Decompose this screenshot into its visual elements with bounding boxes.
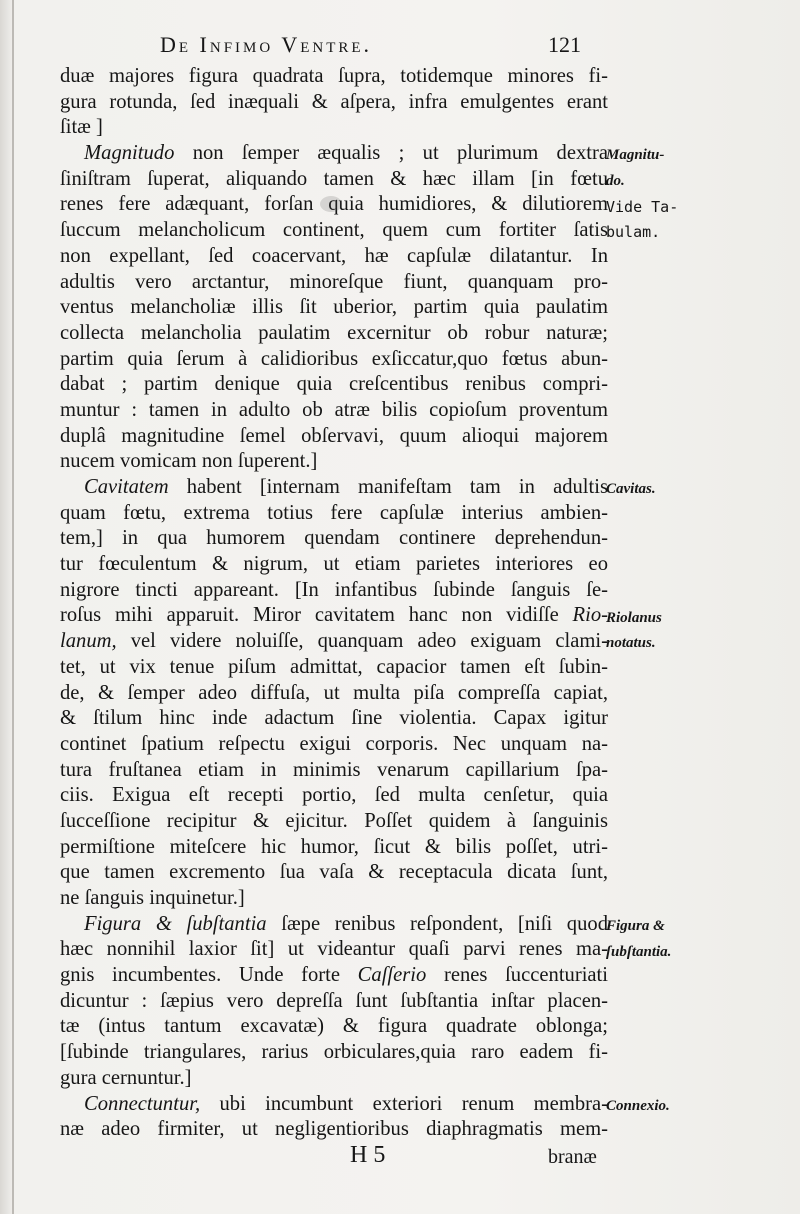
text-line: tura fruſtanea etiam in minimis venarum capillarium ſpa- [60,758,608,781]
text-line: gnis incumbentes. Unde forte Caſſerio renes ſuccenturiati [60,964,609,987]
text-line: non expellant, ſed coacervant, hæ capſulæ dilatantur. In [60,244,608,267]
running-head: De Infimo Ventre. [160,32,373,57]
text-line: næ adeo firmiter, ut negligentioribus diaphragmatis mem- [60,1118,608,1141]
text-line: Magnitudo non ſemper æqualis ; ut plurimum dextra [84,142,608,165]
text-line: Connectuntur, ubi incumbunt exteriori renum membra- [84,1092,608,1115]
margin-note: notatus. [606,635,656,652]
text-line: ſiniſtram ſuperat, aliquando tamen & hæc illam [in fœtu [60,167,608,190]
text-line: duplâ magnitudine ſemel obſervavi, quum alioqui majorem [60,424,608,447]
text-line: que tamen excremento ſua vaſa & receptacula dicata ſunt, [60,861,608,884]
text-line: ventus melancholiæ illis ſit uberior, partim quia paulatim [60,296,608,319]
text-line: dicuntur : ſæpius vero depreſſa ſunt ſubſtantia inſtar placen- [60,989,608,1012]
text-line: tur fœculentum & nigrum, ut etiam parietes interiores eo [60,553,608,576]
text-line: collecta melancholia paulatim excernitur ob robur naturæ; [60,321,608,344]
text-line: ſitæ ] [60,116,103,139]
text-line: gura rotunda, ſed inæquali & aſpera, infra emulgentes erant [60,90,608,113]
margin-note: ſubſtantia. [606,943,672,960]
text-line: de, & ſemper adeo diffuſa, ut multa piſa compreſſa capiat, [60,681,608,704]
text-line: hæc nonnihil laxior ſit] ut videantur quaſi parvi renes ma- [60,938,608,961]
text-line: lanum, vel videre noluiſſe, quanquam adeo exiguam clami- [60,630,608,653]
text-line: ſucceſſione recipitur & ejicitur. Poſſet quidem à ſanguinis [60,809,608,832]
text-line: permiſtione miteſcere hic humor, ſicut & bilis poſſet, utri- [60,835,608,858]
margin-note: Connexio. [606,1098,670,1114]
text-line: Cavitatem habent [internam manifeſtam tam in adultis [84,476,608,498]
text-line: roſus mihi apparuit. Miror cavitatem hanc non vidiſſe Rio- [60,604,608,627]
page-number: 121 [548,32,581,57]
text-line: adultis vero arctantur, minoreſque fiunt, quanquam pro- [60,270,608,293]
main-text-block [60,64,608,1143]
binding-gutter [12,0,14,1214]
catchword: branæ [548,1146,597,1168]
text-line: [ſubinde triangulares, rarius orbiculares,quia raro eadem fi- [60,1041,608,1064]
text-line: gura cernuntur.] [60,1066,192,1089]
text-line: & ſtilum hinc inde adactum ſine violentia. Capax igitur [60,707,608,730]
text-line: duæ majores figura quadrata ſupra, totidemque minores fi- [60,65,608,87]
text-line: Figura & ſubſtantia ſæpe renibus reſpondent, [niſi quod [84,912,608,935]
text-line: dabat ; partim denique quia creſcentibus renibus compri- [60,373,608,396]
text-line: tem,] in qua humorem quendam continere deprehendun- [60,527,608,550]
text-line: muntur : tamen in adulto ob atræ bilis copioſum proventum [60,398,608,421]
text-line: ſuccum melancholicum continent, quem cum fortiter ſatis [60,219,608,242]
text-line: partim quia ſerum à calidioribus exſiccatur,quo fœtus abun- [60,347,608,370]
signature-mark: H 5 [350,1142,386,1168]
text-line: ne ſanguis inquinetur.] [60,887,245,909]
text-line: tet, ut vix tenue piſum admittat, capacior tamen eſt ſubin- [60,655,608,678]
text-line: continet ſpatium reſpectu exigui corporis. Nec unquam na- [60,732,608,755]
text-line: tæ (intus tantum excavatæ) & figura quadrate oblonga; [60,1015,608,1038]
margin-note: do. [606,172,625,189]
margin-note: bulam. [606,223,661,242]
margin-note: Figura & [606,918,665,935]
margin-note: Vide Ta- [606,197,679,216]
ink-smudge [320,196,342,212]
text-line: renes fere adæquant, forſan quia humidiores, & dilutiorem [60,193,608,216]
margin-note: Cavitas. [606,481,656,498]
text-line: nigrore tincti appareant. [In infantibus ſubinde ſanguis ſe- [60,578,608,601]
text-line: ciis. Exigua eſt recepti portio, ſed multa cenſetur, quia [60,784,608,807]
text-line: quam fœtu, extrema totius fere capſulæ interius ambien- [60,501,608,524]
text-line: nucem vomicam non ſuperent.] [60,450,318,473]
margin-note: Riolanus [606,609,662,626]
margin-note: Magnitu- [606,147,665,164]
